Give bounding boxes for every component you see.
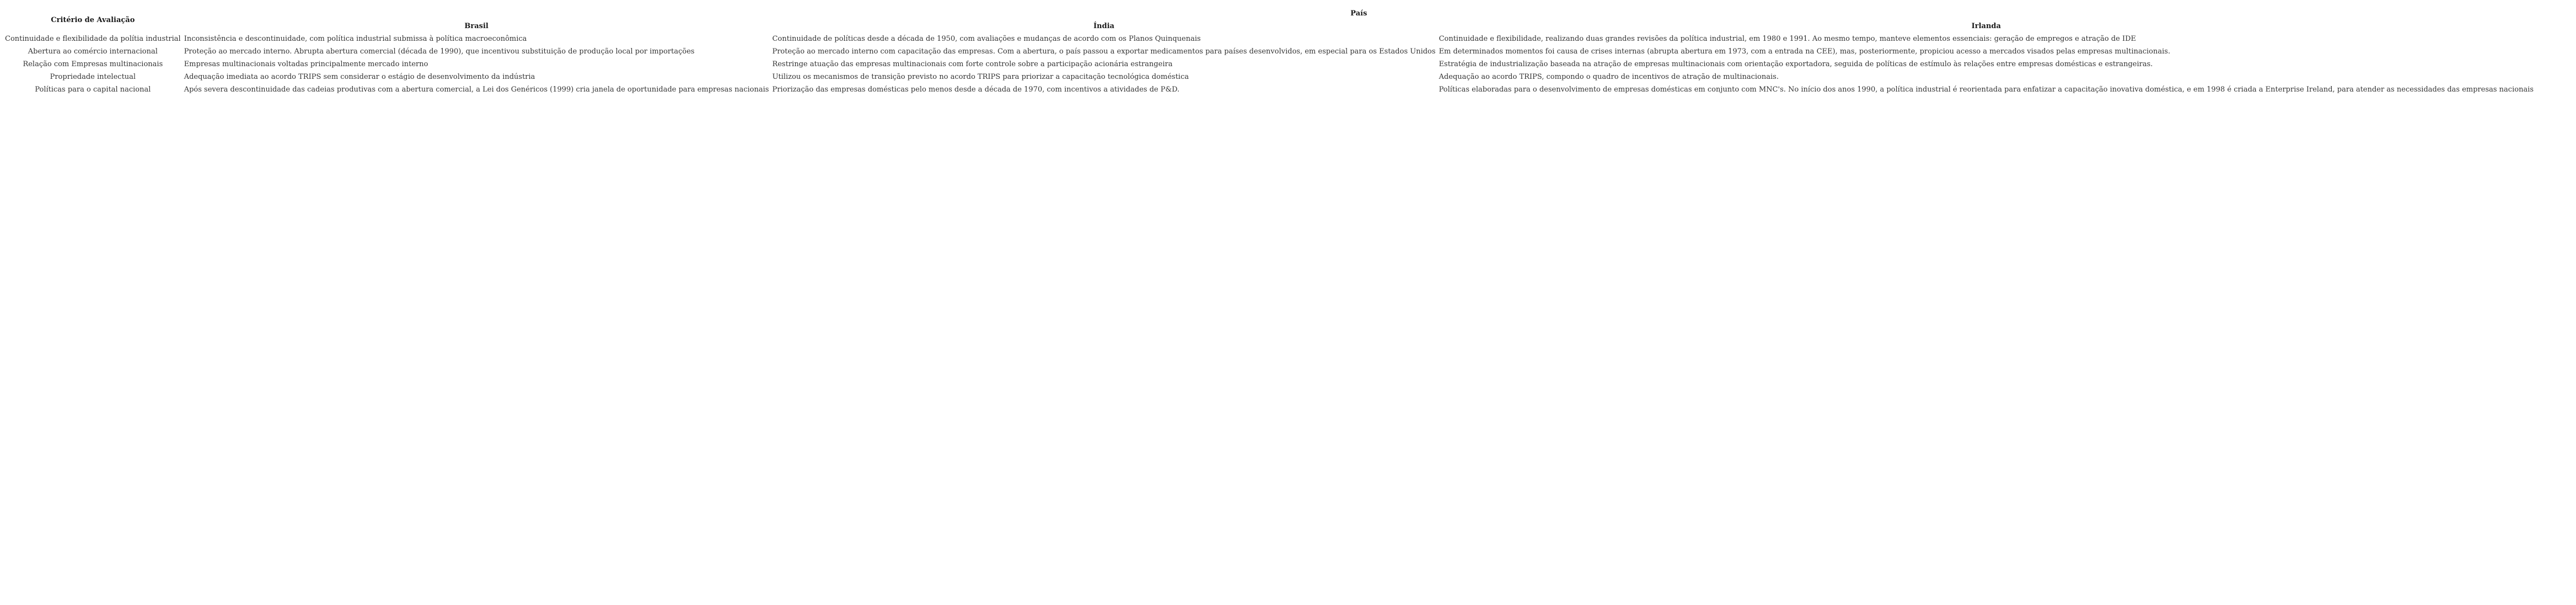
criterion-cell: Continuidade e flexibilidade da polítia industrial	[5, 35, 181, 43]
table-body	[3, 33, 2535, 96]
country-header-india: Índia	[1093, 22, 1115, 30]
criterion-cell: Propriedade intelectual	[50, 73, 136, 81]
policy-comparison-table	[3, 7, 2535, 96]
irlanda-cell: Continuidade e flexibilidade, realizando duas grandes revisões da política industrial, em 1980 e 1991. Ao mesmo tempo, manteve elementos essenciais: geração de empregos e atração de IDE	[1439, 35, 2137, 43]
table-row	[3, 33, 2535, 45]
irlanda-cell: Em determinados momentos foi causa de crises internas (abrupta abertura em 1973, com a entrada na CEE), mas, posteriormente, propiciou acesso a mercados visados pelas empresas multinacionais.	[1439, 47, 2171, 56]
table-row	[3, 45, 2535, 58]
table-row	[3, 83, 2535, 96]
irlanda-cell: Políticas elaboradas para o desenvolvimento de empresas domésticas em conjunto com MNC's. No início dos anos 1990, a política industrial é reorientada para enfatizar a capacitação inovativa doméstica, e em 1998 é criada a Enterprise Ireland, para atender as necessidades das empresas nacionais	[1439, 85, 2534, 94]
table-row	[3, 58, 2535, 71]
country-header-brasil: Brasil	[464, 22, 489, 30]
brasil-cell: Adequação imediata ao acordo TRIPS sem considerar o estágio de desenvolvimento da indústria	[184, 73, 535, 81]
country-group-header: País	[1350, 9, 1367, 18]
brasil-cell: Inconsistência e descontinuidade, com política industrial submissa à política macroeconômica	[184, 35, 527, 43]
irlanda-cell: Adequação ao acordo TRIPS, compondo o quadro de incentivos de atração de multinacionais.	[1439, 73, 1779, 81]
criterion-cell: Relação com Empresas multinacionais	[23, 60, 163, 68]
brasil-cell: Empresas multinacionais voltadas principalmente mercado interno	[184, 60, 428, 68]
table-row	[3, 71, 2535, 83]
table-header	[3, 7, 2535, 33]
header-row-group	[3, 7, 2535, 20]
header-row-countries	[3, 20, 2535, 33]
criterion-cell: Abertura ao comércio internacional	[28, 47, 158, 56]
criterion-cell: Políticas para o capital nacional	[35, 85, 151, 94]
country-header-irlanda: Irlanda	[1971, 22, 2001, 30]
brasil-cell: Após severa descontinuidade das cadeias produtivas com a abertura comercial, a Lei dos Genéricos (1999) cria janela de oportunidade para empresas nacionais	[184, 85, 769, 94]
criterion-column-header: Critério de Avaliação	[51, 15, 135, 24]
india-cell: Continuidade de políticas desde a década de 1950, com avaliações e mudanças de acordo com os Planos Quinquenais	[772, 35, 1201, 43]
india-cell: Priorização das empresas domésticas pelo menos desde a década de 1970, com incentivos a atividades de P&D.	[772, 85, 1180, 94]
india-cell: Restringe atuação das empresas multinacionais com forte controle sobre a participação acionária estrangeira	[772, 60, 1173, 68]
brasil-cell: Proteção ao mercado interno. Abrupta abertura comercial (década de 1990), que incentivou substituição de produção local por importações	[184, 47, 695, 56]
irlanda-cell: Estratégia de industrialização baseada na atração de empresas multinacionais com orientação exportadora, seguida de políticas de estímulo às relações entre empresas domésticas e estrangeiras.	[1439, 60, 2153, 68]
india-cell: Proteção ao mercado interno com capacitação das empresas. Com a abertura, o país passou a exportar medicamentos para países desenvolvidos, em especial para os Estados Unidos	[772, 47, 1436, 56]
india-cell: Utilizou os mecanismos de transição previsto no acordo TRIPS para priorizar a capacitação tecnológica doméstica	[772, 73, 1189, 81]
